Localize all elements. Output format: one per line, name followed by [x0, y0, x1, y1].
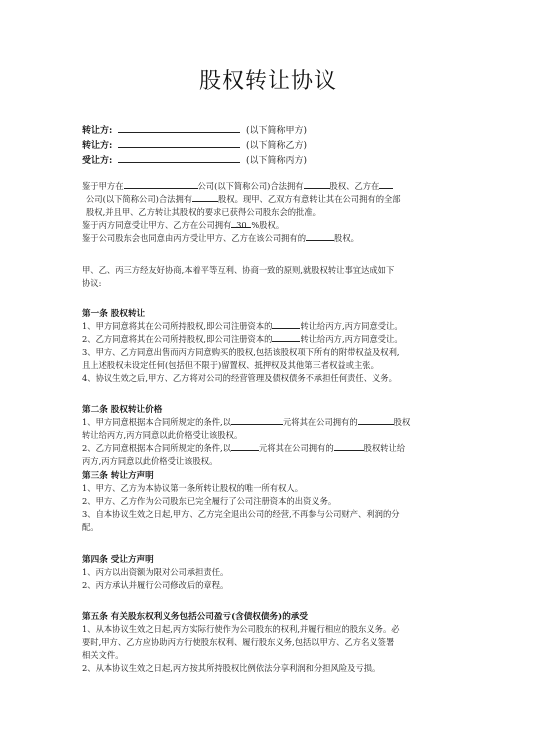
text: 股权。 [334, 233, 359, 243]
article-1-line-3: 3、甲方、乙方同意出售而丙方同意购买的股权,包括该股权项下所有的附带权益及权利, [82, 347, 400, 357]
article-4-line-1: 1、丙方以出资额为限对公司承担责任。 [82, 567, 229, 577]
document-title: 股权转让协议 [198, 69, 337, 94]
text: 鉴于公司股东会也同意由丙方受让甲方、乙方在该公司拥有的 [82, 233, 307, 243]
text: 股权。现甲、乙双方有意转让其在公司拥有的全部 [218, 194, 401, 204]
article-5-line-3: 相关文件。 [82, 650, 124, 660]
preamble-line-2 [86, 193, 466, 206]
article-5-line-1: 1、从本协议生效之日起,丙方实际行使作为公司股东的权利,并履行相应的股东义务。必 [82, 624, 400, 634]
article-3-line-1: 1、甲方、乙方为本协议第一条所转让股权的唯一所有权人。 [82, 483, 303, 493]
text: 2、乙方同意将其在公司所持股权,即公司注册资本的 [82, 334, 273, 344]
blank-line [231, 416, 283, 425]
text: 股权 [393, 417, 411, 427]
article-1-line-1 [82, 320, 462, 333]
article-2-line-3 [82, 442, 462, 455]
text: 转让给丙方,丙方同意受让。 [300, 321, 403, 331]
text: %股权。 [251, 220, 285, 230]
article-1-heading: 第一条 股权转让 [82, 309, 146, 319]
blank-line [379, 180, 393, 189]
text: 1、甲方同意将其在公司所持股权,即公司注册资本的 [82, 321, 273, 331]
text: 股权转让给 [363, 443, 406, 453]
text: 鉴于甲方在 [82, 181, 124, 191]
party-label: 转让方: [82, 126, 113, 136]
blank-line [358, 416, 394, 425]
text: 2、乙方同意根据本合同所规定的条件,以 [82, 443, 231, 453]
article-3-heading: 第三条 转让方声明 [82, 471, 154, 481]
blank-line [272, 333, 300, 342]
text: 元将其在公司拥有的 [258, 443, 334, 453]
article-3-line-2: 2、甲方、乙方作为公司股东已完全履行了公司注册资本的出资义务。 [82, 496, 337, 506]
article-5-heading: 第五条 有关股东权利义务包括公司盈亏(含债权债务)的承受 [82, 612, 308, 622]
article-1-line-5: 4、协议生效之后,甲方、乙方将对公司的经营管理及债权债务不承担任何责任、义务。 [82, 373, 397, 383]
article-3-line-4: 配。 [82, 522, 99, 532]
text: 公司(以下简称公司)合法拥有 [197, 181, 304, 191]
article-2-line-1 [82, 416, 462, 429]
party-transferor-b [82, 139, 307, 152]
blank-line [272, 320, 300, 329]
blank-line [118, 139, 240, 148]
article-1-line-2 [82, 333, 462, 346]
blank-line [192, 193, 218, 202]
party-note: (以下简称甲方) [246, 126, 308, 136]
blank-line [124, 180, 198, 189]
party-label: 转让方: [82, 141, 113, 151]
blank-line [304, 180, 330, 189]
text: 转让给丙方,丙方同意受让。 [300, 334, 403, 344]
text: 股权、乙方在 [329, 181, 380, 191]
blank-line [231, 442, 259, 451]
preamble-line-5 [82, 232, 462, 245]
article-2-heading: 第二条 股权转让价格 [82, 405, 163, 415]
blank-line [334, 442, 364, 451]
article-5-line-2: 要时,甲方、乙方应协助丙方行使股东权利、履行股东义务,包括以甲方、乙方名义签署 [82, 637, 395, 647]
text: 元将其在公司拥有的 [282, 417, 358, 427]
article-2-line-2: 转让给丙方,丙方同意以此价格受让该股权。 [82, 430, 243, 440]
text: 1、甲方同意根据本合同所规定的条件,以 [82, 417, 231, 427]
party-transferor-a [82, 124, 307, 137]
blank-line [306, 232, 334, 241]
preamble-line-4 [82, 219, 462, 232]
preamble-line-3: 股权,并且甲、乙方转让其股权的要求已获得公司股东会的批准。 [86, 207, 321, 217]
article-5-line-4: 2、从本协议生效之日起,丙方按其所持股权比例依法分享利润和分担风险及亏损。 [82, 663, 381, 673]
text: 公司(以下简称公司)合法拥有 [86, 194, 193, 204]
party-note: (以下简称乙方) [246, 141, 308, 151]
percent-value: 30 [231, 219, 251, 228]
blank-line [118, 154, 240, 163]
party-transferee [82, 154, 307, 167]
blank-line [118, 124, 240, 133]
text: 鉴于丙方同意受让甲方、乙方在公司拥有 [82, 220, 232, 230]
article-2-line-4: 丙方,丙方同意以此价格受让该股权。 [82, 456, 218, 466]
intro-line-1: 甲、乙、丙三方经友好协商,本着平等互利、协商一致的原则,就股权转让事宜达成如下 [82, 265, 395, 275]
article-3-line-3: 3、自本协议生效之日起,甲方、乙方完全退出公司的经营,不再参与公司财产、利润的分 [82, 509, 400, 519]
party-label: 受让方: [82, 156, 113, 166]
article-4-heading: 第四条 受让方声明 [82, 555, 154, 565]
intro-line-2: 协议: [82, 278, 102, 288]
article-1-line-4: 且上述股权未设定任何(包括但不限于)留置权、抵押权及其他第三者权益或主张。 [82, 360, 379, 370]
article-4-line-2: 2、丙方承认并履行公司修改后的章程。 [82, 580, 229, 590]
preamble-line-1 [82, 180, 462, 193]
party-note: (以下简称丙方) [246, 156, 308, 166]
